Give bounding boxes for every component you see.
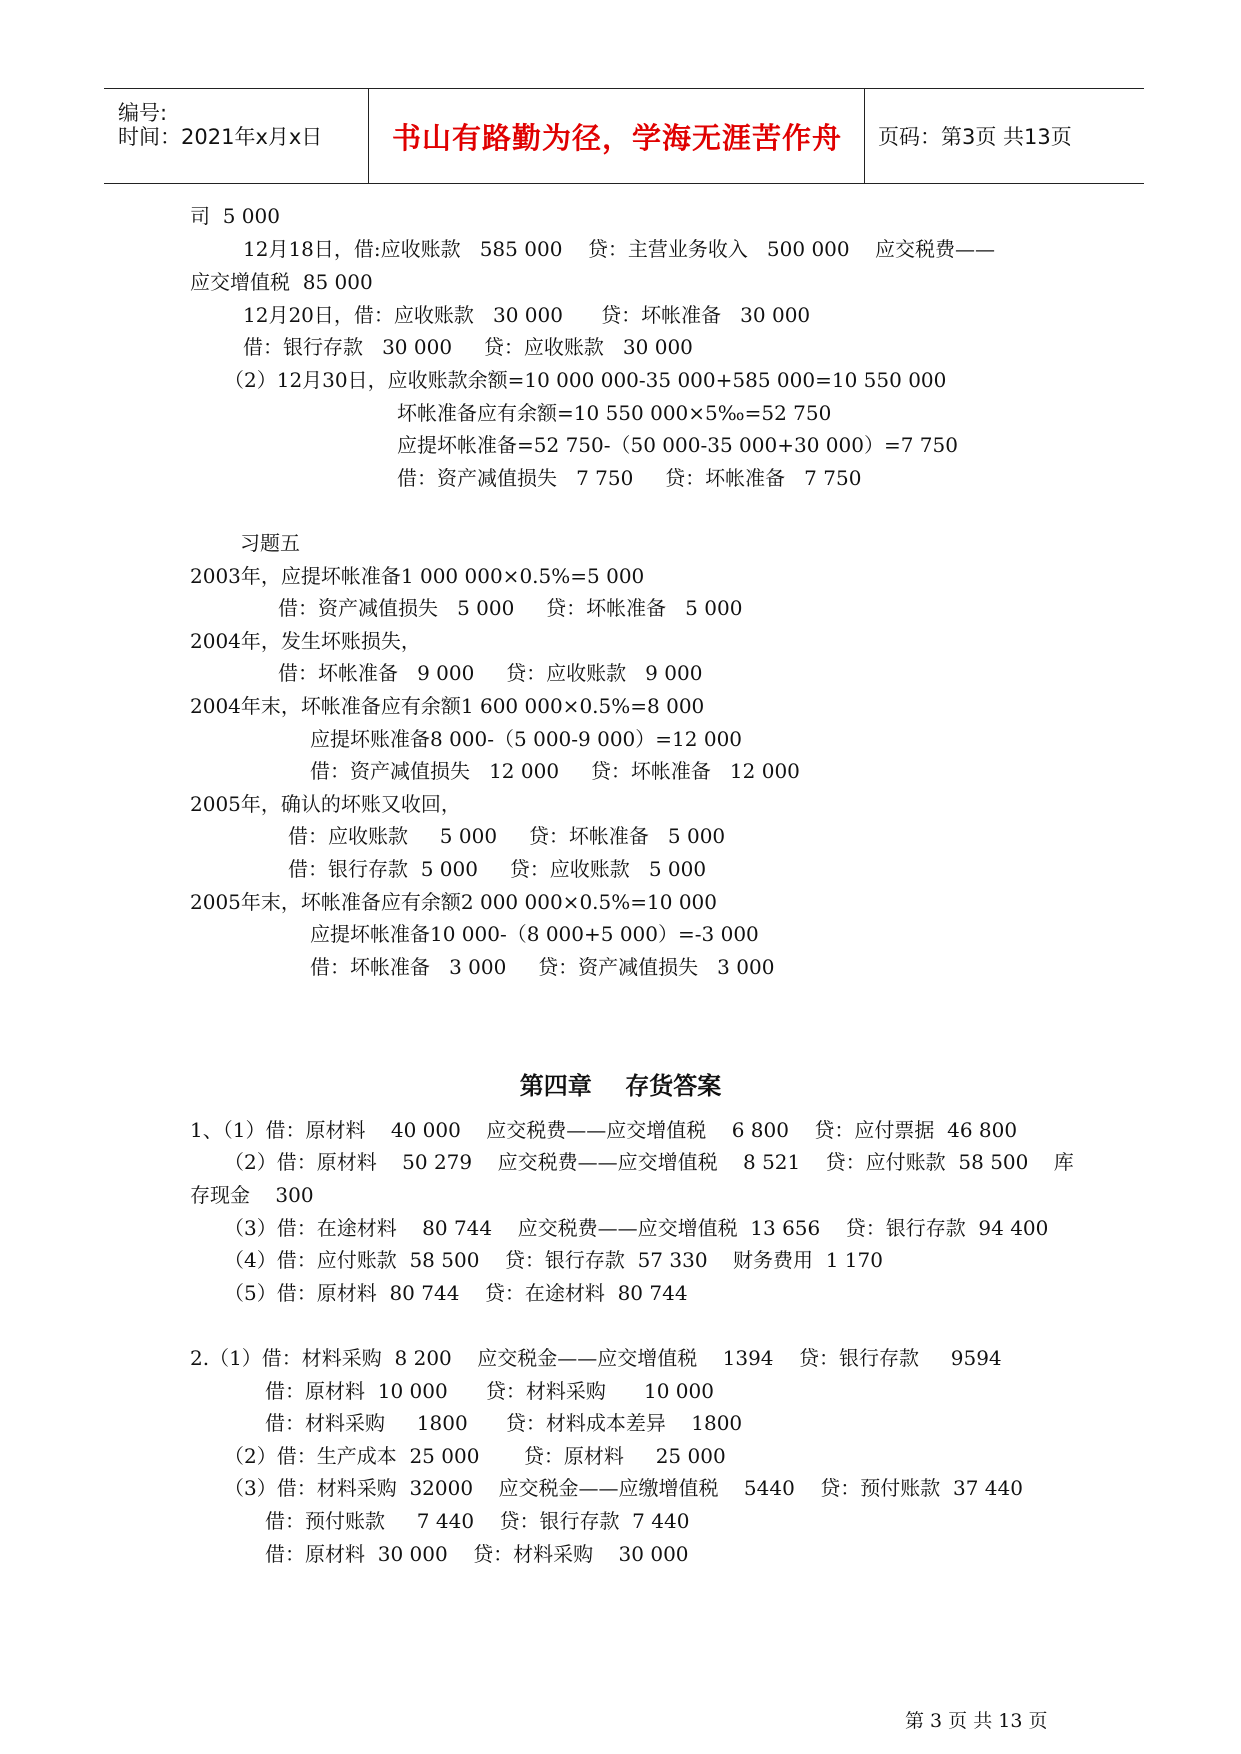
header-motto-cell bbox=[370, 89, 865, 183]
text-line: （3）借：在途材料 80 744 应交税费——应交增值税 13 656 贷：银行存款 94 400 bbox=[224, 1216, 1049, 1240]
text-line: 借：材料采购 1800 贷：材料成本差异 1800 bbox=[265, 1411, 743, 1435]
text-line: 12月20日，借：应收账款 30 000 贷：坏帐准备 30 000 bbox=[243, 303, 811, 327]
text-line: 应提坏帐准备=52 750-（50 000-35 000+30 000）=7 750 bbox=[397, 433, 958, 457]
text-line: 2005年，确认的坏账又收回， bbox=[190, 792, 461, 816]
text-line: 应提坏帐准备10 000-（8 000+5 000）=-3 000 bbox=[310, 922, 759, 946]
chapter-title: 第四章 存货答案 bbox=[519, 1072, 722, 1100]
text-line: （2）借：生产成本 25 000 贷：原材料 25 000 bbox=[224, 1444, 726, 1468]
text-line: （2）12月30日，应收账款余额=10 000 000-35 000+585 000=10 550 000 bbox=[224, 368, 947, 392]
text-line: 借：原材料 10 000 贷：材料采购 10 000 bbox=[265, 1379, 714, 1403]
text-line: 借：预付账款 7 440 贷：银行存款 7 440 bbox=[265, 1509, 690, 1533]
text-line: 1、（1）借：原材料 40 000 应交税费——应交增值税 6 800 贷：应付票据 46 800 bbox=[190, 1118, 1018, 1142]
page-header bbox=[104, 88, 1144, 184]
text-line: 借：坏帐准备 3 000 贷：资产减值损失 3 000 bbox=[310, 955, 775, 979]
text-line: 借：坏帐准备 9 000 贷：应收账款 9 000 bbox=[278, 661, 703, 685]
text-line: 2005年末，坏帐准备应有余额2 000 000×0.5%=10 000 bbox=[190, 890, 717, 914]
text-line: 借：应收账款 5 000 贷：坏帐准备 5 000 bbox=[288, 824, 726, 848]
page-footer: 第 3 页 共 13 页 bbox=[905, 1710, 1048, 1732]
motto: 书山有路勤为径，学海无涯苦作舟 bbox=[391, 120, 842, 155]
text-line: 12月18日，借:应收账款 585 000 贷：主营业务收入 500 000 应交税费—— bbox=[243, 237, 996, 261]
text-line: 习题五 bbox=[240, 531, 300, 555]
text-line: 坏帐准备应有余额=10 550 000×5‰=52 750 bbox=[397, 401, 832, 425]
text-line: 2003年，应提坏帐准备1 000 000×0.5%=5 000 bbox=[190, 564, 645, 588]
text-line: （4）借：应付账款 58 500 贷：银行存款 57 330 财务费用 1 170 bbox=[224, 1248, 883, 1272]
text-line: 借：资产减值损失 7 750 贷：坏帐准备 7 750 bbox=[397, 466, 862, 490]
text-line: 借：原材料 30 000 贷：材料采购 30 000 bbox=[265, 1542, 689, 1566]
text-line: （2）借：原材料 50 279 应交税费——应交增值税 8 521 贷：应付账款 58 500 库 bbox=[224, 1150, 1074, 1174]
text-line: （3）借：材料采购 32000 应交税金——应缴增值税 5440 贷：预付账款 37 440 bbox=[224, 1476, 1023, 1500]
text-line: 借：资产减值损失 12 000 贷：坏帐准备 12 000 bbox=[310, 759, 800, 783]
text-line: 2004年末，坏帐准备应有余额1 600 000×0.5%=8 000 bbox=[190, 694, 705, 718]
serial-label: 编号: bbox=[118, 101, 168, 125]
text-line: 借：银行存款 30 000 贷：应收账款 30 000 bbox=[243, 335, 693, 359]
header-meta bbox=[104, 89, 369, 183]
header-page-cell bbox=[866, 89, 1144, 183]
text-line: 借：资产减值损失 5 000 贷：坏帐准备 5 000 bbox=[278, 596, 743, 620]
text-line: 存现金 300 bbox=[190, 1183, 314, 1207]
text-line: 司 5 000 bbox=[190, 204, 280, 228]
text-line: 借：银行存款 5 000 贷：应收账款 5 000 bbox=[288, 857, 707, 881]
text-line: （5）借：原材料 80 744 贷：在途材料 80 744 bbox=[224, 1281, 688, 1305]
time-label: 时间：2021年x月x日 bbox=[118, 125, 323, 149]
text-line: 应交增值税 85 000 bbox=[190, 270, 373, 294]
text-line: 2004年，发生坏账损失， bbox=[190, 629, 421, 653]
page-label: 页码：第3页 共13页 bbox=[878, 125, 1072, 149]
text-line: 2.（1）借：材料采购 8 200 应交税金——应交增值税 1394 贷：银行存款 9594 bbox=[190, 1346, 1002, 1370]
text-line: 应提坏账准备8 000-（5 000-9 000）=12 000 bbox=[310, 727, 743, 751]
